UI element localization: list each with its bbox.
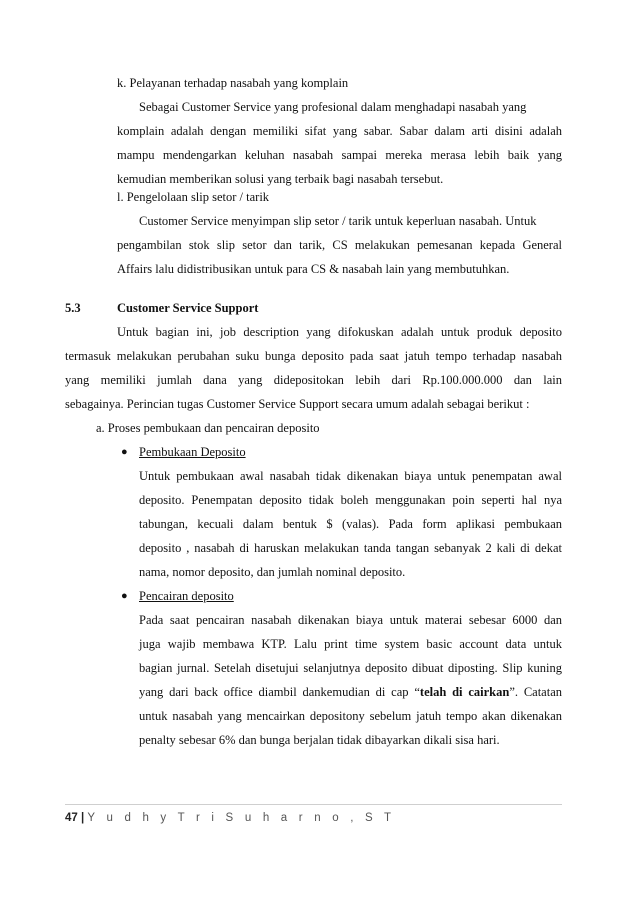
item-l-line-2: pengambilan stok slip setor dan tarik, CS melakukan pemesanan kepada General: [117, 238, 562, 252]
pencairan-line-6: penalty sebesar 6% dan bunga berjalan tidak dibayarkan dikali sisa hari.: [139, 733, 500, 747]
item-k-heading: k. Pelayanan terhadap nasabah yang komplain: [117, 76, 349, 90]
section-para-line-2: termasuk melakukan perubahan suku bunga deposito pada saat jatuh tempo terhadap nasabah: [65, 349, 562, 363]
footer-separator: |: [77, 812, 88, 824]
item-l-heading: l. Pengelolaan slip setor / tarik: [117, 190, 270, 204]
pencairan-line-1: Pada saat pencairan nasabah dikenakan biaya untuk materai sebesar 6000 dan: [139, 613, 562, 627]
pencairan-line-5: untuk nasabah yang mencairkan depositony sebelum jatuh tempo akan dikenakan: [139, 709, 562, 723]
item-k-line-3: mampu mendengarkan keluhan nasabah sampai mereka merasa lebih baik yang: [117, 148, 562, 162]
pencairan-title: Pencairan deposito: [139, 589, 234, 603]
pembukaan-line-2: deposito. Penempatan deposito tidak boleh menggunakan poin seperti hal nya: [139, 493, 562, 507]
pencairan-line-4-text: yang dari back office diambil dankemudian di cap “: [139, 685, 420, 699]
bullet-icon: ●: [121, 446, 128, 458]
bold-phrase: telah di cairkan: [419, 685, 510, 699]
pencairan-line-4: [139, 684, 562, 700]
item-a-heading: a. Proses pembukaan dan pencairan deposito: [96, 421, 320, 435]
section-para-line-1: Untuk bagian ini, job description yang difokuskan adalah untuk produk deposito: [117, 325, 562, 339]
pembukaan-line-1: Untuk pembukaan awal nasabah tidak dikenakan biaya untuk penempatan awal: [139, 469, 562, 483]
pembukaan-line-3: tabungan, kecuali dalam bentuk $ (valas). Pada form aplikasi pembukaan: [139, 517, 562, 531]
footer-divider: [65, 804, 562, 805]
item-k-line-2: komplain adalah dengan memiliki sifat yang sabar. Sabar dalam arti disini adalah: [117, 124, 562, 138]
item-k-line-1: Sebagai Customer Service yang profesional dalam menghadapi nasabah yang: [139, 100, 527, 114]
pembukaan-line-4: deposito , nasabah di haruskan melakukan tanda tangan sebanyak 2 kali di dekat: [139, 541, 562, 555]
page-number: 47: [65, 812, 78, 824]
section-para-line-4: sebagainya. Perincian tugas Customer Service Support secara umum adalah sebagai berikut :: [65, 397, 530, 411]
section-para-line-3: yang memiliki jumlah dana yang didepositokan lebih dari Rp.100.000.000 dan lain: [65, 373, 562, 387]
pembukaan-line-5: nama, nomor deposito, dan jumlah nominal deposito.: [139, 565, 406, 579]
pencairan-line-2: juga wajib membawa KTP. Lalu print time system basic account data untuk: [139, 637, 562, 651]
item-l-line-3: Affairs lalu didistribusikan untuk para CS & nasabah lain yang membutuhkan.: [117, 262, 510, 276]
item-l-line-1: Customer Service menyimpan slip setor / tarik untuk keperluan nasabah. Untuk: [139, 214, 537, 228]
page-footer: [65, 812, 395, 824]
item-k-line-4: kemudian memberikan solusi yang terbaik bagi nasabah tersebut.: [117, 172, 444, 186]
pembukaan-title: Pembukaan Deposito: [139, 445, 246, 459]
footer-author: Y u d h y T r i S u h a r n o , S T: [87, 812, 396, 824]
pencairan-line-3: bagian jurnal. Setelah disetujui selanjutnya deposito dibuat diposting. Slip kuning: [139, 661, 562, 675]
bullet-icon: ●: [121, 590, 128, 602]
pencairan-line-4-tail: ”. Catatan: [509, 685, 562, 699]
section-number: 5.3: [65, 301, 81, 315]
section-title: Customer Service Support: [117, 301, 259, 315]
